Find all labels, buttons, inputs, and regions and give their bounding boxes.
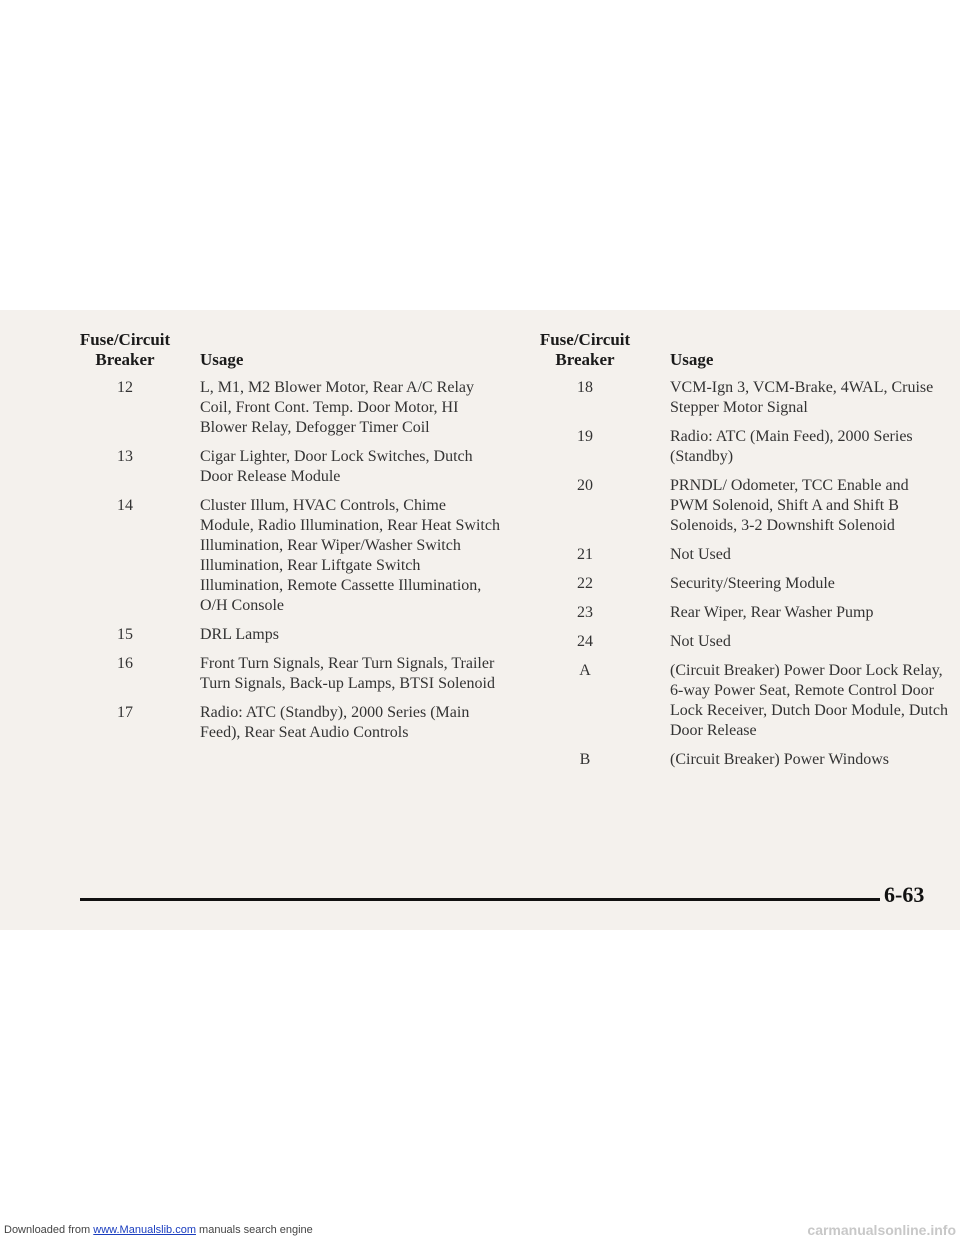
- footer-rule: [80, 898, 880, 901]
- fuse-usage: Cigar Lighter, Door Lock Switches, Dutch Door Release Module: [200, 448, 473, 485]
- manualslib-link[interactable]: www.Manualslib.com: [93, 1224, 196, 1236]
- fuse-number: B: [579, 751, 591, 768]
- fuse-number: 14: [117, 497, 133, 514]
- table-row: [60, 654, 500, 694]
- table-row: [510, 603, 950, 623]
- table-row: [510, 476, 950, 536]
- fuse-usage: Radio: ATC (Main Feed), 2000 Series (Standby): [670, 428, 913, 465]
- table-row: [60, 703, 500, 743]
- fuse-number: 15: [117, 626, 133, 643]
- fuse-number: 22: [577, 575, 593, 592]
- table-header: [510, 330, 950, 370]
- table-row: [60, 625, 500, 645]
- table-row: [510, 661, 950, 741]
- fuse-number: 24: [577, 633, 593, 650]
- table-row: [510, 574, 950, 594]
- table-row: [60, 447, 500, 487]
- table-row: [510, 378, 950, 418]
- watermark: carmanualsonline.info: [807, 1222, 956, 1238]
- fuse-usage: PRNDL/ Odometer, TCC Enable and PWM Solenoid, Shift A and Shift B Solenoids, 3-2 Downshift Solenoid: [670, 477, 909, 534]
- fuse-number: 21: [577, 546, 593, 563]
- fuse-usage: Security/Steering Module: [670, 575, 835, 592]
- header-usage: Usage: [200, 350, 244, 369]
- fuse-number: A: [579, 662, 591, 679]
- table-row: [60, 496, 500, 616]
- page-number: 6-63: [884, 882, 925, 907]
- fuse-number: 17: [117, 704, 133, 721]
- table-row: [510, 750, 950, 770]
- fuse-usage: L, M1, M2 Blower Motor, Rear A/C Relay Coil, Front Cont. Temp. Door Motor, HI Blower Relay, Defogger Timer Coil: [200, 379, 474, 436]
- fuse-usage: (Circuit Breaker) Power Windows: [670, 751, 890, 768]
- fuse-usage: Cluster Illum, HVAC Controls, Chime Module, Radio Illumination, Rear Heat Switch Illumination, Rear Wiper/Washer Switch Illumination, Rear Liftgate Switch Illumination, Remote Cassette Illumination, O/H Console: [200, 497, 500, 614]
- table-row: [60, 378, 500, 438]
- fuse-usage: Radio: ATC (Standby), 2000 Series (Main Feed), Rear Seat Audio Controls: [200, 704, 470, 741]
- header-usage: Usage: [670, 350, 714, 369]
- fuse-number: 16: [117, 655, 133, 672]
- fuse-table-right: [510, 330, 950, 779]
- table-header: [60, 330, 500, 370]
- fuse-usage: Not Used: [670, 546, 731, 563]
- fuse-usage: Not Used: [670, 633, 731, 650]
- fuse-number: 13: [117, 448, 133, 465]
- fuse-usage: VCM-Ign 3, VCM-Brake, 4WAL, Cruise Stepper Motor Signal: [670, 379, 934, 416]
- fuse-usage: (Circuit Breaker) Power Door Lock Relay, 6-way Power Seat, Remote Control Door Lock Receiver, Dutch Door Module, Dutch Door Release: [670, 662, 948, 739]
- fuse-usage: Front Turn Signals, Rear Turn Signals, Trailer Turn Signals, Back-up Lamps, BTSI Solenoid: [200, 655, 495, 692]
- download-banner: Downloaded from www.Manualslib.com manuals search engine: [4, 1224, 313, 1236]
- fuse-number: 19: [577, 428, 593, 445]
- fuse-number: 12: [117, 379, 133, 396]
- fuse-table-left: [60, 330, 500, 752]
- fuse-usage: Rear Wiper, Rear Washer Pump: [670, 604, 874, 621]
- fuse-number: 20: [577, 477, 593, 494]
- fuse-usage: DRL Lamps: [200, 626, 279, 643]
- header-fuse-circuit-breaker: Fuse/Circuit Breaker: [539, 330, 631, 369]
- table-row: [510, 632, 950, 652]
- fuse-number: 23: [577, 604, 593, 621]
- header-fuse-circuit-breaker: Fuse/Circuit Breaker: [79, 330, 171, 369]
- table-row: [510, 545, 950, 565]
- fuse-number: 18: [577, 379, 593, 396]
- table-row: [510, 427, 950, 467]
